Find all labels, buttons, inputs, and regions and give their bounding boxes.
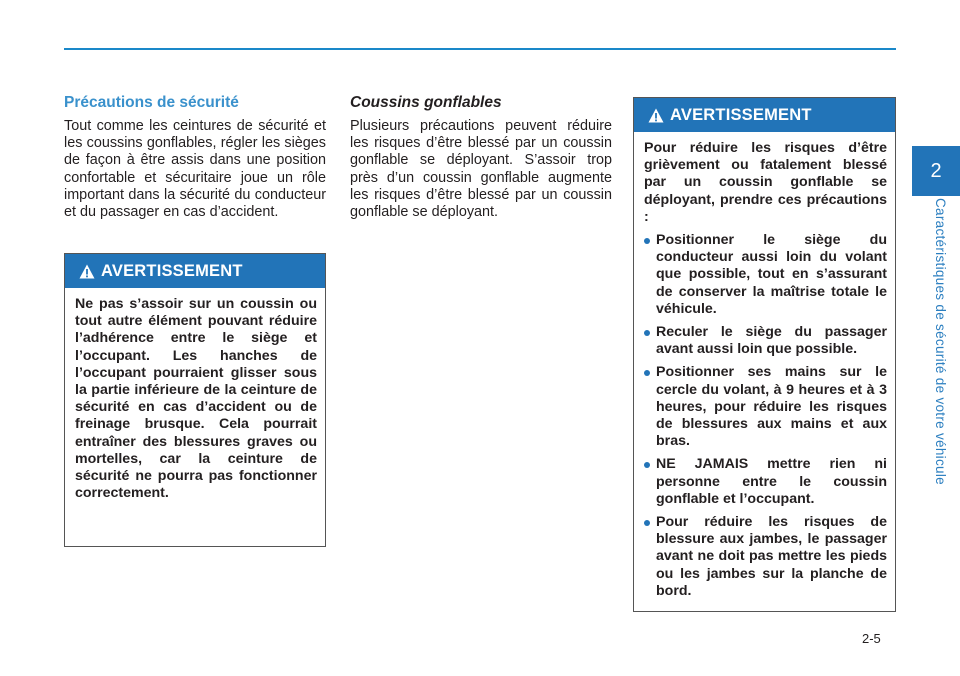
section-heading-airbags: Coussins gonflables [350,94,502,111]
warning-triangle-icon [648,108,664,123]
warning-header [65,254,325,288]
warning-box-airbag [633,97,896,612]
chapter-title-vertical: Caractéristiques de sécurité de votre véhicule [933,198,948,485]
safety-precautions-paragraph: Tout comme les ceintures de sécurité et les coussins gonflables, régler les sièges de façon à être assis dans une position confortable et sécuritaire joue un rôle important dans la sécurité du conducteur et du passager en cas d’accident. [64,118,326,221]
warning-triangle-icon [79,264,95,279]
list-item: Positionner ses mains sur le cercle du volant, à 9 heures et à 3 heures, pour réduire les risques de blessures aux mains et aux bras. [644,364,887,450]
list-item: Positionner le siège du conducteur aussi loin du volant que possible, tout en s’assurant de conserver la maîtrise totale le véhicule. [644,232,887,318]
precautions-list [644,232,887,600]
warning-box-cushion [64,253,326,547]
warning-text: Ne pas s’assoir sur un coussin ou tout autre élément pouvant réduire l’adhérence entre le siège et l’occupant. Les hanches de l’occupant pourraient glisser sous la partie inférieure de la ceinture de sécurité en cas d’accident ou de freinage brusque. Cela pourrait entraîner des blessures graves ou mortelles, car la ceinture de sécurité ne pourra pas fonctionner correctement. [75,296,317,502]
warning-header [634,98,895,132]
warning-intro: Pour réduire les risques d’être grièvement ou fatalement blessé par un coussin gonflable se déployant, prendre ces précautions : [644,140,887,225]
list-item: NE JAMAIS mettre rien ni personne entre le coussin gonflable et l’occupant. [644,456,887,508]
warning-content [634,132,895,616]
list-item: Pour réduire les risques de blessure aux jambes, le passager avant ne doit pas mettre les pieds ou les jambes sur la planche de bord. [644,514,887,600]
top-divider [64,48,896,50]
list-item: Reculer le siège du passager avant aussi loin que possible. [644,324,887,358]
warning-title: AVERTISSEMENT [101,261,243,280]
warning-title: AVERTISSEMENT [670,105,812,124]
airbags-paragraph: Plusieurs précautions peuvent réduire les risques d’être blessé par un coussin gonflable se déployant. S’assoir trop près d’un coussin gonflable augmente les risques d’être blessé par un coussin gonflable se déployant. [350,118,612,221]
page-number: 2-5 [862,631,881,646]
section-heading-safety-precautions: Précautions de sécurité [64,94,239,111]
chapter-number-tab: 2 [912,146,960,196]
